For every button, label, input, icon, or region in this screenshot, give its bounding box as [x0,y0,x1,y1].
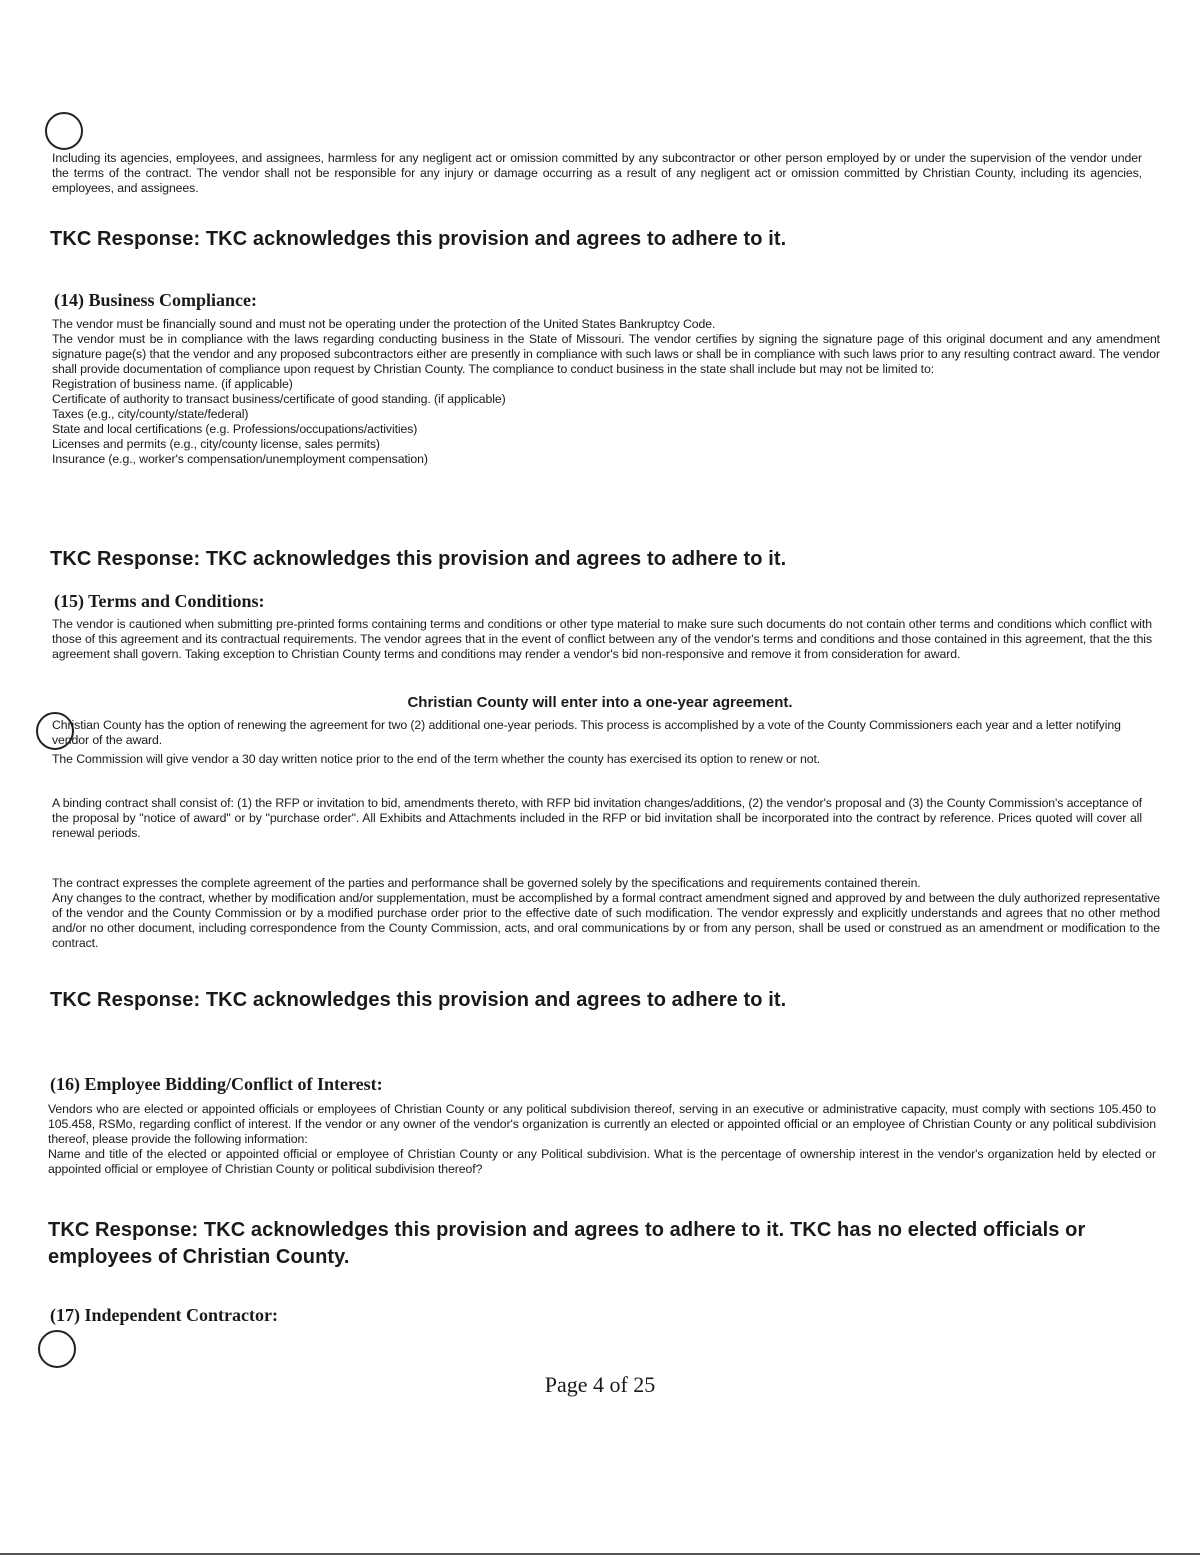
paragraph: Including its agencies, employees, and assignees, harmless for any negligent act or omission committed by any subcontractor or other person employed by or under the supervision of the vendor under the terms of the contract. The vendor shall not be responsible for any injury or damage occurring as a result of any negligent act or omission committed by Christian County, including its agencies, employees, and assignees. [52,151,1142,195]
paragraph: The vendor must be financially sound and must not be operating under the protection of the United States Bankruptcy Code. [52,317,716,331]
section-heading-independent-contractor: (17) Independent Contractor: [50,1305,278,1325]
paragraph: Any changes to the contract, whether by modification and/or supplementation, must be accomplished by a formal contract amendment signed and approved by and between the duly authorized representative of the vendor and the County Commission or by a modified purchase order prior to the effective date of such modification. The vendor expressly and explicitly understands and agrees that no other method and/or no other document, including correspondence from the County Commission, acts, and oral communications by or from any person, shall be used or construed as an amendment or modification to the contract. [52,891,1160,950]
section-16-body [48,1102,1156,1177]
section-heading-business-compliance: (14) Business Compliance: [54,290,258,310]
paragraph: A binding contract shall consist of: (1) the RFP or invitation to bid, amendments thereto, with RFP bid invitation changes/additions, (2) the vendor's proposal and (3) the County Commission's acceptance of the proposal by "notice of award" or by "purchase order". All Exhibits and Attachments included in the RFP or bid invitation shall be incorporated into the contract by reference. Prices quoted will cover all renewal periods. [52,796,1142,840]
paragraph: The vendor is cautioned when submitting pre-printed forms containing terms and conditions or other type material to make sure such documents do not contain other terms and conditions which conflict with those of this agreement and its contractual requirements. The vendor agrees that in the event of conflict between any of the vendor's terms and conditions and those contained in this agreement, that the this agreement shall govern. Taking exception to Christian County terms and conditions may render a vendor's bid non-responsive and remove it from consideration for award. [52,617,1152,661]
list-item: Taxes (e.g., city/county/state/federal) [52,407,249,421]
hole-punch-mark [45,112,83,150]
agreement-term-statement: Christian County will enter into a one-year agreement. [407,694,793,711]
section-15-binding-contract [52,796,1142,841]
tkc-response: TKC Response: TKC acknowledges this provision and agrees to adhere to it. [50,989,787,1011]
section-14-body [52,317,1160,467]
section-heading-terms-and-conditions: (15) Terms and Conditions: [54,591,265,611]
list-item: Insurance (e.g., worker's compensation/unemployment compensation) [52,452,428,466]
list-item: Registration of business name. (if applicable) [52,377,293,391]
list-item: Licenses and permits (e.g., city/county license, sales permits) [52,437,380,451]
tkc-response: TKC Response: TKC acknowledges this provision and agrees to adhere to it. [50,548,787,570]
section-15-intro [52,617,1152,662]
paragraph: The contract expresses the complete agreement of the parties and performance shall be governed solely by the specifications and requirements contained therein. [52,876,921,890]
list-item: Certificate of authority to transact business/certificate of good standing. (if applicable) [52,392,506,406]
page-number: Page 4 of 25 [544,1372,656,1397]
paragraph: Vendors who are elected or appointed officials or employees of Christian County or any political subdivision thereof, serving in an executive or administrative capacity, must comply with sections 105.450 to 105.458, RSMo, regarding conflict of interest. If the vendor or any owner of the vendor's organization is currently an elected or appointed official or an employee of Christian County or any political subdivision thereof, please provide the following information: [48,1102,1156,1146]
intro-paragraph [52,151,1142,196]
paragraph: The vendor must be in compliance with the laws regarding conducting business in the State of Missouri. The vendor certifies by signing the signature page of this original document and any amendment signature page(s) that the vendor and any proposed subcontractors either are presently in compliance with such laws or shall be in compliance with such laws prior to any resulting contract award. The vendor shall provide documentation of compliance upon request by Christian County. The compliance to conduct business in the state shall include but may not be limited to: [52,332,1160,376]
paragraph: Name and title of the elected or appointed official or employee of Christian County or any Political subdivision. What is the percentage of ownership interest in the vendor's organization held by elected or appointed official or employee of Christian County or political subdivision thereof? [48,1147,1156,1176]
list-item: State and local certifications (e.g. Professions/occupations/activities) [52,422,418,436]
paragraph: The Commission will give vendor a 30 day written notice prior to the end of the term whether the county has exercised its option to renew or not. [52,752,821,766]
paragraph: Christian County has the option of renewing the agreement for two (2) additional one-year periods. This process is accomplished by a vote of the County Commissioners each year and a letter notifying vendor of the award. [52,718,1121,747]
scan-edge-rule [0,1553,1200,1555]
section-15-renewal [52,718,1142,767]
section-heading-employee-bidding: (16) Employee Bidding/Conflict of Interest: [50,1074,383,1094]
tkc-response: TKC Response: TKC acknowledges this provision and agrees to adhere to it. [50,228,787,250]
tkc-response: TKC Response: TKC acknowledges this provision and agrees to adhere to it. TKC has no elected officials or employees of Christian County. [48,1219,1086,1268]
hole-punch-mark [38,1330,76,1368]
section-15-complete-agreement [52,876,1160,951]
